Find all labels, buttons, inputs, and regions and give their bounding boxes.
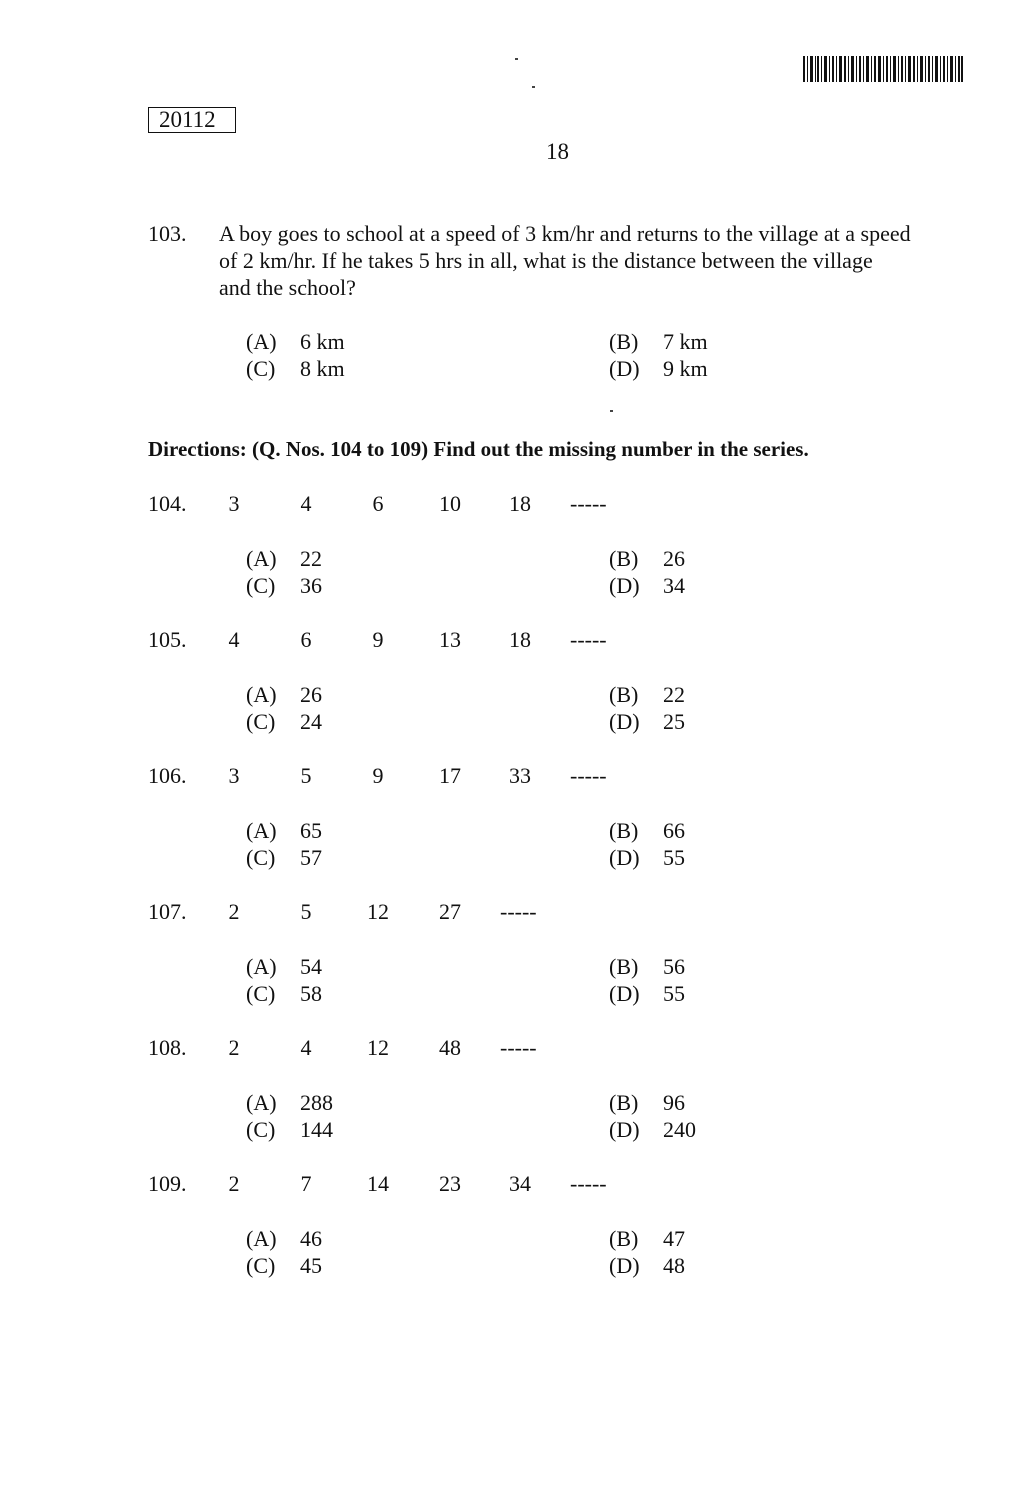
question-number: 103. bbox=[148, 221, 187, 246]
option-a[interactable] bbox=[246, 1225, 322, 1252]
option-label: (A) bbox=[246, 1090, 277, 1115]
series-term: 5 bbox=[300, 763, 312, 788]
option-d[interactable] bbox=[609, 572, 685, 599]
option-text: 56 bbox=[663, 954, 685, 979]
series-term: 18 bbox=[509, 627, 531, 652]
series-term: 4 bbox=[300, 1035, 312, 1060]
series-term: 23 bbox=[439, 1171, 461, 1196]
option-text: 96 bbox=[663, 1090, 685, 1115]
option-label: (D) bbox=[609, 573, 640, 598]
directions-heading: Directions: (Q. Nos. 104 to 109) Find out the missing number in the series. bbox=[148, 437, 809, 461]
option-label: (B) bbox=[609, 1090, 639, 1115]
series-term: 34 bbox=[509, 1171, 531, 1196]
option-c[interactable] bbox=[246, 708, 322, 735]
series-term: 5 bbox=[300, 899, 312, 924]
series-term: 9 bbox=[372, 627, 384, 652]
option-label: (D) bbox=[609, 356, 640, 381]
option-text: 57 bbox=[300, 845, 322, 870]
option-text: 22 bbox=[663, 682, 685, 707]
option-label: (C) bbox=[246, 1253, 276, 1278]
series-term: 3 bbox=[228, 491, 240, 516]
series-term: 2 bbox=[228, 899, 240, 924]
option-a[interactable] bbox=[246, 545, 322, 572]
option-d[interactable] bbox=[609, 355, 708, 382]
question-number: 108. bbox=[148, 1035, 187, 1060]
series-term: 2 bbox=[228, 1035, 240, 1060]
series-term: 2 bbox=[228, 1171, 240, 1196]
paper-code: 20112 bbox=[148, 107, 236, 133]
option-text: 54 bbox=[300, 954, 322, 979]
option-label: (C) bbox=[246, 356, 276, 381]
page-number: 18 bbox=[546, 139, 569, 164]
blank-term: ----- bbox=[500, 899, 537, 924]
scan-speck bbox=[515, 58, 518, 60]
option-label: (B) bbox=[609, 682, 639, 707]
option-text: 45 bbox=[300, 1253, 322, 1278]
option-label: (B) bbox=[609, 954, 639, 979]
option-text: 8 km bbox=[300, 356, 345, 381]
option-label: (B) bbox=[609, 818, 639, 843]
option-c[interactable] bbox=[246, 844, 322, 871]
series-term: 13 bbox=[439, 627, 461, 652]
option-label: (D) bbox=[609, 1253, 640, 1278]
option-label: (B) bbox=[609, 1226, 639, 1251]
option-label: (D) bbox=[609, 981, 640, 1006]
option-b[interactable] bbox=[609, 1225, 685, 1252]
series-term: 27 bbox=[439, 899, 461, 924]
option-text: 55 bbox=[663, 845, 685, 870]
option-b[interactable] bbox=[609, 1089, 685, 1116]
option-label: (A) bbox=[246, 546, 277, 571]
series-term: 12 bbox=[367, 1035, 389, 1060]
option-c[interactable] bbox=[246, 980, 322, 1007]
option-text: 36 bbox=[300, 573, 322, 598]
option-d[interactable] bbox=[609, 844, 685, 871]
option-d[interactable] bbox=[609, 980, 685, 1007]
option-text: 46 bbox=[300, 1226, 322, 1251]
option-text: 22 bbox=[300, 546, 322, 571]
option-label: (B) bbox=[609, 546, 639, 571]
series-term: 48 bbox=[439, 1035, 461, 1060]
blank-term: ----- bbox=[570, 763, 607, 788]
scan-speck bbox=[610, 410, 613, 412]
option-b[interactable] bbox=[609, 328, 708, 355]
option-label: (A) bbox=[246, 329, 277, 354]
option-text: 58 bbox=[300, 981, 322, 1006]
scan-speck bbox=[532, 86, 535, 88]
option-label: (A) bbox=[246, 1226, 277, 1251]
option-label: (A) bbox=[246, 682, 277, 707]
option-label: (D) bbox=[609, 709, 640, 734]
blank-term: ----- bbox=[500, 1035, 537, 1060]
question-line: A boy goes to school at a speed of 3 km/hr and returns to the village at a speed bbox=[219, 221, 911, 246]
question-line: and the school? bbox=[219, 275, 356, 300]
option-d[interactable] bbox=[609, 708, 685, 735]
series-term: 4 bbox=[228, 627, 240, 652]
option-text: 7 km bbox=[663, 329, 708, 354]
option-label: (B) bbox=[609, 329, 639, 354]
option-label: (D) bbox=[609, 845, 640, 870]
series-term: 6 bbox=[300, 627, 312, 652]
question-number: 105. bbox=[148, 627, 187, 652]
option-label: (C) bbox=[246, 981, 276, 1006]
series-term: 7 bbox=[300, 1171, 312, 1196]
option-c[interactable] bbox=[246, 1116, 333, 1143]
option-text: 26 bbox=[300, 682, 322, 707]
question-text bbox=[219, 220, 963, 301]
option-d[interactable] bbox=[609, 1116, 696, 1143]
barcode bbox=[803, 56, 963, 82]
option-text: 288 bbox=[300, 1090, 333, 1115]
option-text: 48 bbox=[663, 1253, 685, 1278]
option-text: 55 bbox=[663, 981, 685, 1006]
option-a[interactable] bbox=[246, 681, 322, 708]
option-text: 144 bbox=[300, 1117, 333, 1142]
option-label: (D) bbox=[609, 1117, 640, 1142]
series-term: 17 bbox=[439, 763, 461, 788]
option-b[interactable] bbox=[609, 681, 685, 708]
option-label: (A) bbox=[246, 954, 277, 979]
question-number: 106. bbox=[148, 763, 187, 788]
series-term: 12 bbox=[367, 899, 389, 924]
option-d[interactable] bbox=[609, 1252, 685, 1279]
option-text: 240 bbox=[663, 1117, 696, 1142]
option-text: 65 bbox=[300, 818, 322, 843]
option-a[interactable] bbox=[246, 953, 322, 980]
blank-term: ----- bbox=[570, 1171, 607, 1196]
option-c[interactable] bbox=[246, 355, 345, 382]
option-text: 26 bbox=[663, 546, 685, 571]
option-a[interactable] bbox=[246, 328, 345, 355]
series-term: 33 bbox=[509, 763, 531, 788]
series-term: 4 bbox=[300, 491, 312, 516]
option-text: 9 km bbox=[663, 356, 708, 381]
series-term: 6 bbox=[372, 491, 384, 516]
option-text: 66 bbox=[663, 818, 685, 843]
series-term: 3 bbox=[228, 763, 240, 788]
series-term: 18 bbox=[509, 491, 531, 516]
option-text: 24 bbox=[300, 709, 322, 734]
option-a[interactable] bbox=[246, 1089, 333, 1116]
option-label: (C) bbox=[246, 573, 276, 598]
blank-term: ----- bbox=[570, 627, 607, 652]
option-b[interactable] bbox=[609, 545, 685, 572]
question-number: 107. bbox=[148, 899, 187, 924]
question-number: 104. bbox=[148, 491, 187, 516]
option-c[interactable] bbox=[246, 572, 322, 599]
option-a[interactable] bbox=[246, 817, 322, 844]
series-term: 10 bbox=[439, 491, 461, 516]
blank-term: ----- bbox=[570, 491, 607, 516]
option-label: (C) bbox=[246, 845, 276, 870]
series-term: 9 bbox=[372, 763, 384, 788]
option-b[interactable] bbox=[609, 817, 685, 844]
option-text: 6 km bbox=[300, 329, 345, 354]
option-label: (C) bbox=[246, 1117, 276, 1142]
option-text: 47 bbox=[663, 1226, 685, 1251]
series-term: 14 bbox=[367, 1171, 389, 1196]
question-number: 109. bbox=[148, 1171, 187, 1196]
option-text: 34 bbox=[663, 573, 685, 598]
question-line: of 2 km/hr. If he takes 5 hrs in all, what is the distance between the village bbox=[219, 248, 873, 273]
option-b[interactable] bbox=[609, 953, 685, 980]
option-label: (C) bbox=[246, 709, 276, 734]
option-c[interactable] bbox=[246, 1252, 322, 1279]
option-text: 25 bbox=[663, 709, 685, 734]
option-label: (A) bbox=[246, 818, 277, 843]
